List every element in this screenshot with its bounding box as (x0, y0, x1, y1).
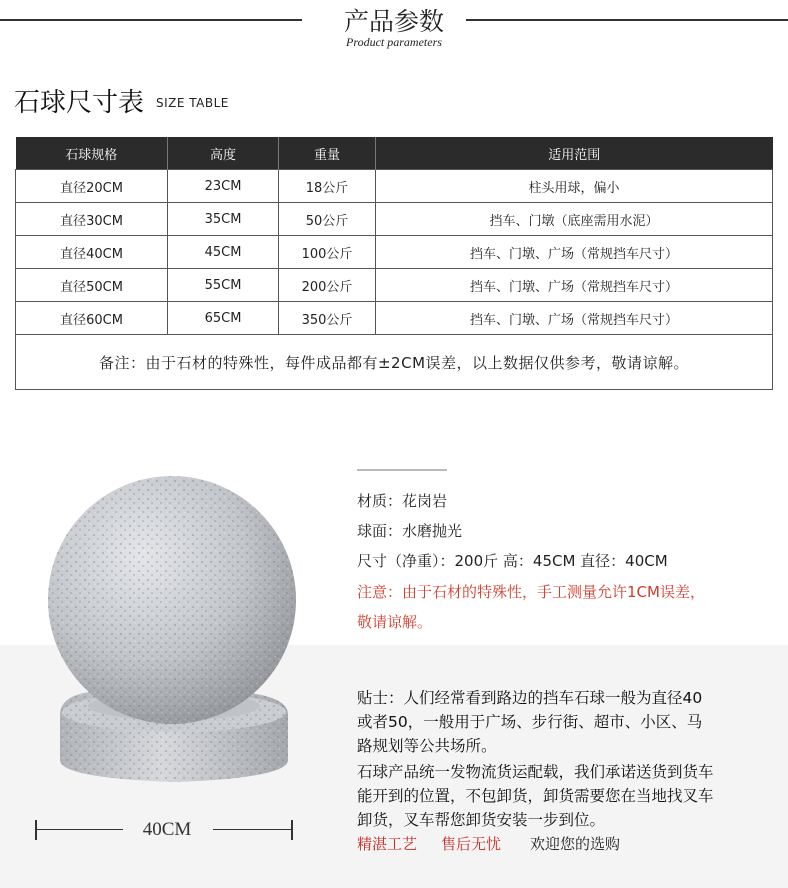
table-note-row (16, 335, 773, 390)
table-header-row (16, 137, 773, 170)
spec-size: 尺寸（净重）：200斤 高：45CM 直径：40CM (357, 552, 668, 570)
table-cell: 挡车、门墩（底座需用水泥） (376, 203, 773, 236)
table-cell: 50公斤 (279, 203, 376, 236)
stone-ball-illustration (20, 460, 340, 860)
tips-line: 贴士：人们经常看到路边的挡车石球一般为直径40 (357, 689, 703, 707)
table-cell: 挡车、门墩、广场（常规挡车尺寸） (376, 269, 773, 302)
dimension-line-right (213, 829, 293, 830)
table-row (16, 269, 773, 302)
column-header: 石球规格 (16, 137, 168, 170)
spec-surface: 球面：水磨抛光 (357, 522, 463, 540)
spec-warning: 注意：由于石材的特殊性，手工测量允许1CM误差， (357, 583, 705, 601)
table-cell: 直径50CM (16, 269, 168, 302)
spec-material: 材质：花岗岩 (357, 492, 448, 510)
table-cell: 45CM (168, 236, 279, 269)
dimension-label: 40CM (142, 819, 192, 840)
column-header: 重量 (279, 137, 376, 170)
header-rule-right (466, 19, 788, 21)
tips-line: 路规划等公共场所。 (357, 737, 497, 755)
page-subtitle: Product parameters (346, 35, 442, 49)
size-table (15, 137, 773, 390)
tag-welcome: 欢迎您的选购 (530, 835, 621, 853)
table-row (16, 203, 773, 236)
dimension-line-left (35, 829, 123, 830)
dimension-marker (35, 817, 293, 843)
table-cell: 65CM (168, 302, 279, 335)
table-cell: 35CM (168, 203, 279, 236)
tips-line: 或者50，一般用于广场、步行街、超市、小区、马 (357, 713, 703, 731)
section-subtitle: SIZE TABLE (156, 96, 229, 110)
table-cell: 柱头用球，偏小 (376, 170, 773, 203)
tag-service: 售后无忧 (441, 835, 502, 853)
dimension-tick-left (35, 820, 37, 840)
table-cell: 200公斤 (279, 269, 376, 302)
table-cell: 挡车、门墩、广场（常规挡车尺寸） (376, 236, 773, 269)
table-cell: 直径40CM (16, 236, 168, 269)
table-cell: 直径60CM (16, 302, 168, 335)
cutoff-text-fragment (357, 466, 457, 473)
table-cell: 100公斤 (279, 236, 376, 269)
table-row (16, 302, 773, 335)
spec-warning-cont: 敬请谅解。 (357, 613, 433, 631)
table-cell: 18公斤 (279, 170, 376, 203)
section-title: 石球尺寸表 (14, 88, 145, 118)
table-cell: 350公斤 (279, 302, 376, 335)
stone-ball-image (20, 460, 340, 860)
table-cell: 挡车、门墩、广场（常规挡车尺寸） (376, 302, 773, 335)
table-cell: 直径20CM (16, 170, 168, 203)
tag-craft: 精湛工艺 (357, 835, 418, 853)
page-title: 产品参数 (343, 7, 444, 36)
tips-line: 石球产品统一发物流货运配载，我们承诺送货到货车 (357, 763, 714, 781)
table-row (16, 170, 773, 203)
table-row (16, 236, 773, 269)
tips-line: 能开到的位置，不包卸货，卸货需要您在当地找叉车 (357, 787, 714, 805)
column-header: 适用范围 (376, 137, 773, 170)
dimension-tick-right (291, 820, 293, 840)
table-cell: 55CM (168, 269, 279, 302)
header-rule-left (0, 19, 302, 21)
table-cell: 直径30CM (16, 203, 168, 236)
table-note: 备注：由于石材的特殊性，每件成品都有±2CM误差，以上数据仅供参考，敬请谅解。 (16, 335, 773, 390)
column-header: 高度 (168, 137, 279, 170)
tips-line: 卸货，叉车帮您卸货安装一步到位。 (357, 811, 606, 829)
table-cell: 23CM (168, 170, 279, 203)
